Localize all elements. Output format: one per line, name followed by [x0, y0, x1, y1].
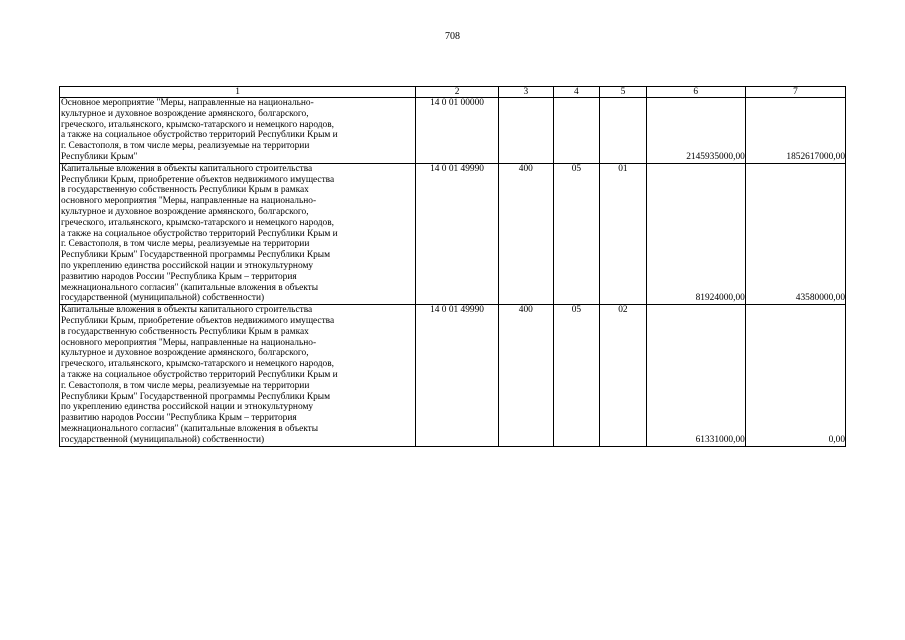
row-amount-year-1: 2145935000,00: [646, 98, 745, 164]
row-section: [553, 98, 600, 164]
header-col-7: 7: [745, 87, 845, 98]
row-target-code: 14 0 01 49990: [416, 305, 499, 446]
row-section: 05: [553, 163, 600, 304]
row-name: Капитальные вложения в объекты капитального строительства Республики Крым, приобретение объектов недвижимого имущества в государственную собственность Республики Крым в рамках основного мероприятия "Меры, направленные на национально- культурное и духовное возрождение армянского, болгарского, греческого, итальянского, крымско-татарского и немецкого народов, а также на социальное обустройство территорий Республики Крым и г. Севастополя, в том числе меры, реализуемые на территории Республики Крым" Государственной программы Республики Крым по укреплению единства российской нации и этнокультурному развитию народов России "Республика Крым – территория межнационального согласия" (капитальные вложения в объекты государственной (муниципальной) собственности): [60, 305, 416, 446]
row-expense-type: 400: [499, 305, 554, 446]
row-name: Основное мероприятие "Меры, направленные на национально- культурное и духовное возрождение армянского, болгарского, греческого, итальянского, крымско-татарского и немецкого народов, а также на социальное обустройство территорий Республики Крым и г. Севастополя, в том числе меры, реализуемые на территории Республики Крым": [60, 98, 416, 164]
header-col-4: 4: [553, 87, 600, 98]
table-row: [60, 163, 846, 304]
row-section: 05: [553, 305, 600, 446]
row-expense-type: [499, 98, 554, 164]
row-subsection: [600, 98, 647, 164]
row-amount-year-2: 0,00: [745, 305, 845, 446]
row-expense-type: 400: [499, 163, 554, 304]
row-target-code: 14 0 01 49990: [416, 163, 499, 304]
header-col-1: 1: [60, 87, 416, 98]
header-col-5: 5: [600, 87, 647, 98]
page-number: 708: [445, 31, 460, 42]
header-col-3: 3: [499, 87, 554, 98]
row-target-code: 14 0 01 00000: [416, 98, 499, 164]
header-row: [60, 87, 846, 98]
row-amount-year-2: 1852617000,00: [745, 98, 845, 164]
header-col-2: 2: [416, 87, 499, 98]
row-subsection: 01: [600, 163, 647, 304]
row-name: Капитальные вложения в объекты капитального строительства Республики Крым, приобретение объектов недвижимого имущества в государственную собственность Республики Крым в рамках основного мероприятия "Меры, направленные на национально- культурное и духовное возрождение армянского, болгарского, греческого, итальянского, крымско-татарского и немецкого народов, а также на социальное обустройство территорий Республики Крым и г. Севастополя, в том числе меры, реализуемые на территории Республики Крым" Государственной программы Республики Крым по укреплению единства российской нации и этнокультурному развитию народов России "Республика Крым – территория межнационального согласия" (капитальные вложения в объекты государственной (муниципальной) собственности): [60, 163, 416, 304]
table-row: [60, 305, 846, 446]
row-amount-year-1: 61331000,00: [646, 305, 745, 446]
row-subsection: 02: [600, 305, 647, 446]
row-amount-year-2: 43580000,00: [745, 163, 845, 304]
budget-table: [59, 86, 846, 447]
row-amount-year-1: 81924000,00: [646, 163, 745, 304]
table-row: [60, 98, 846, 164]
header-col-6: 6: [646, 87, 745, 98]
